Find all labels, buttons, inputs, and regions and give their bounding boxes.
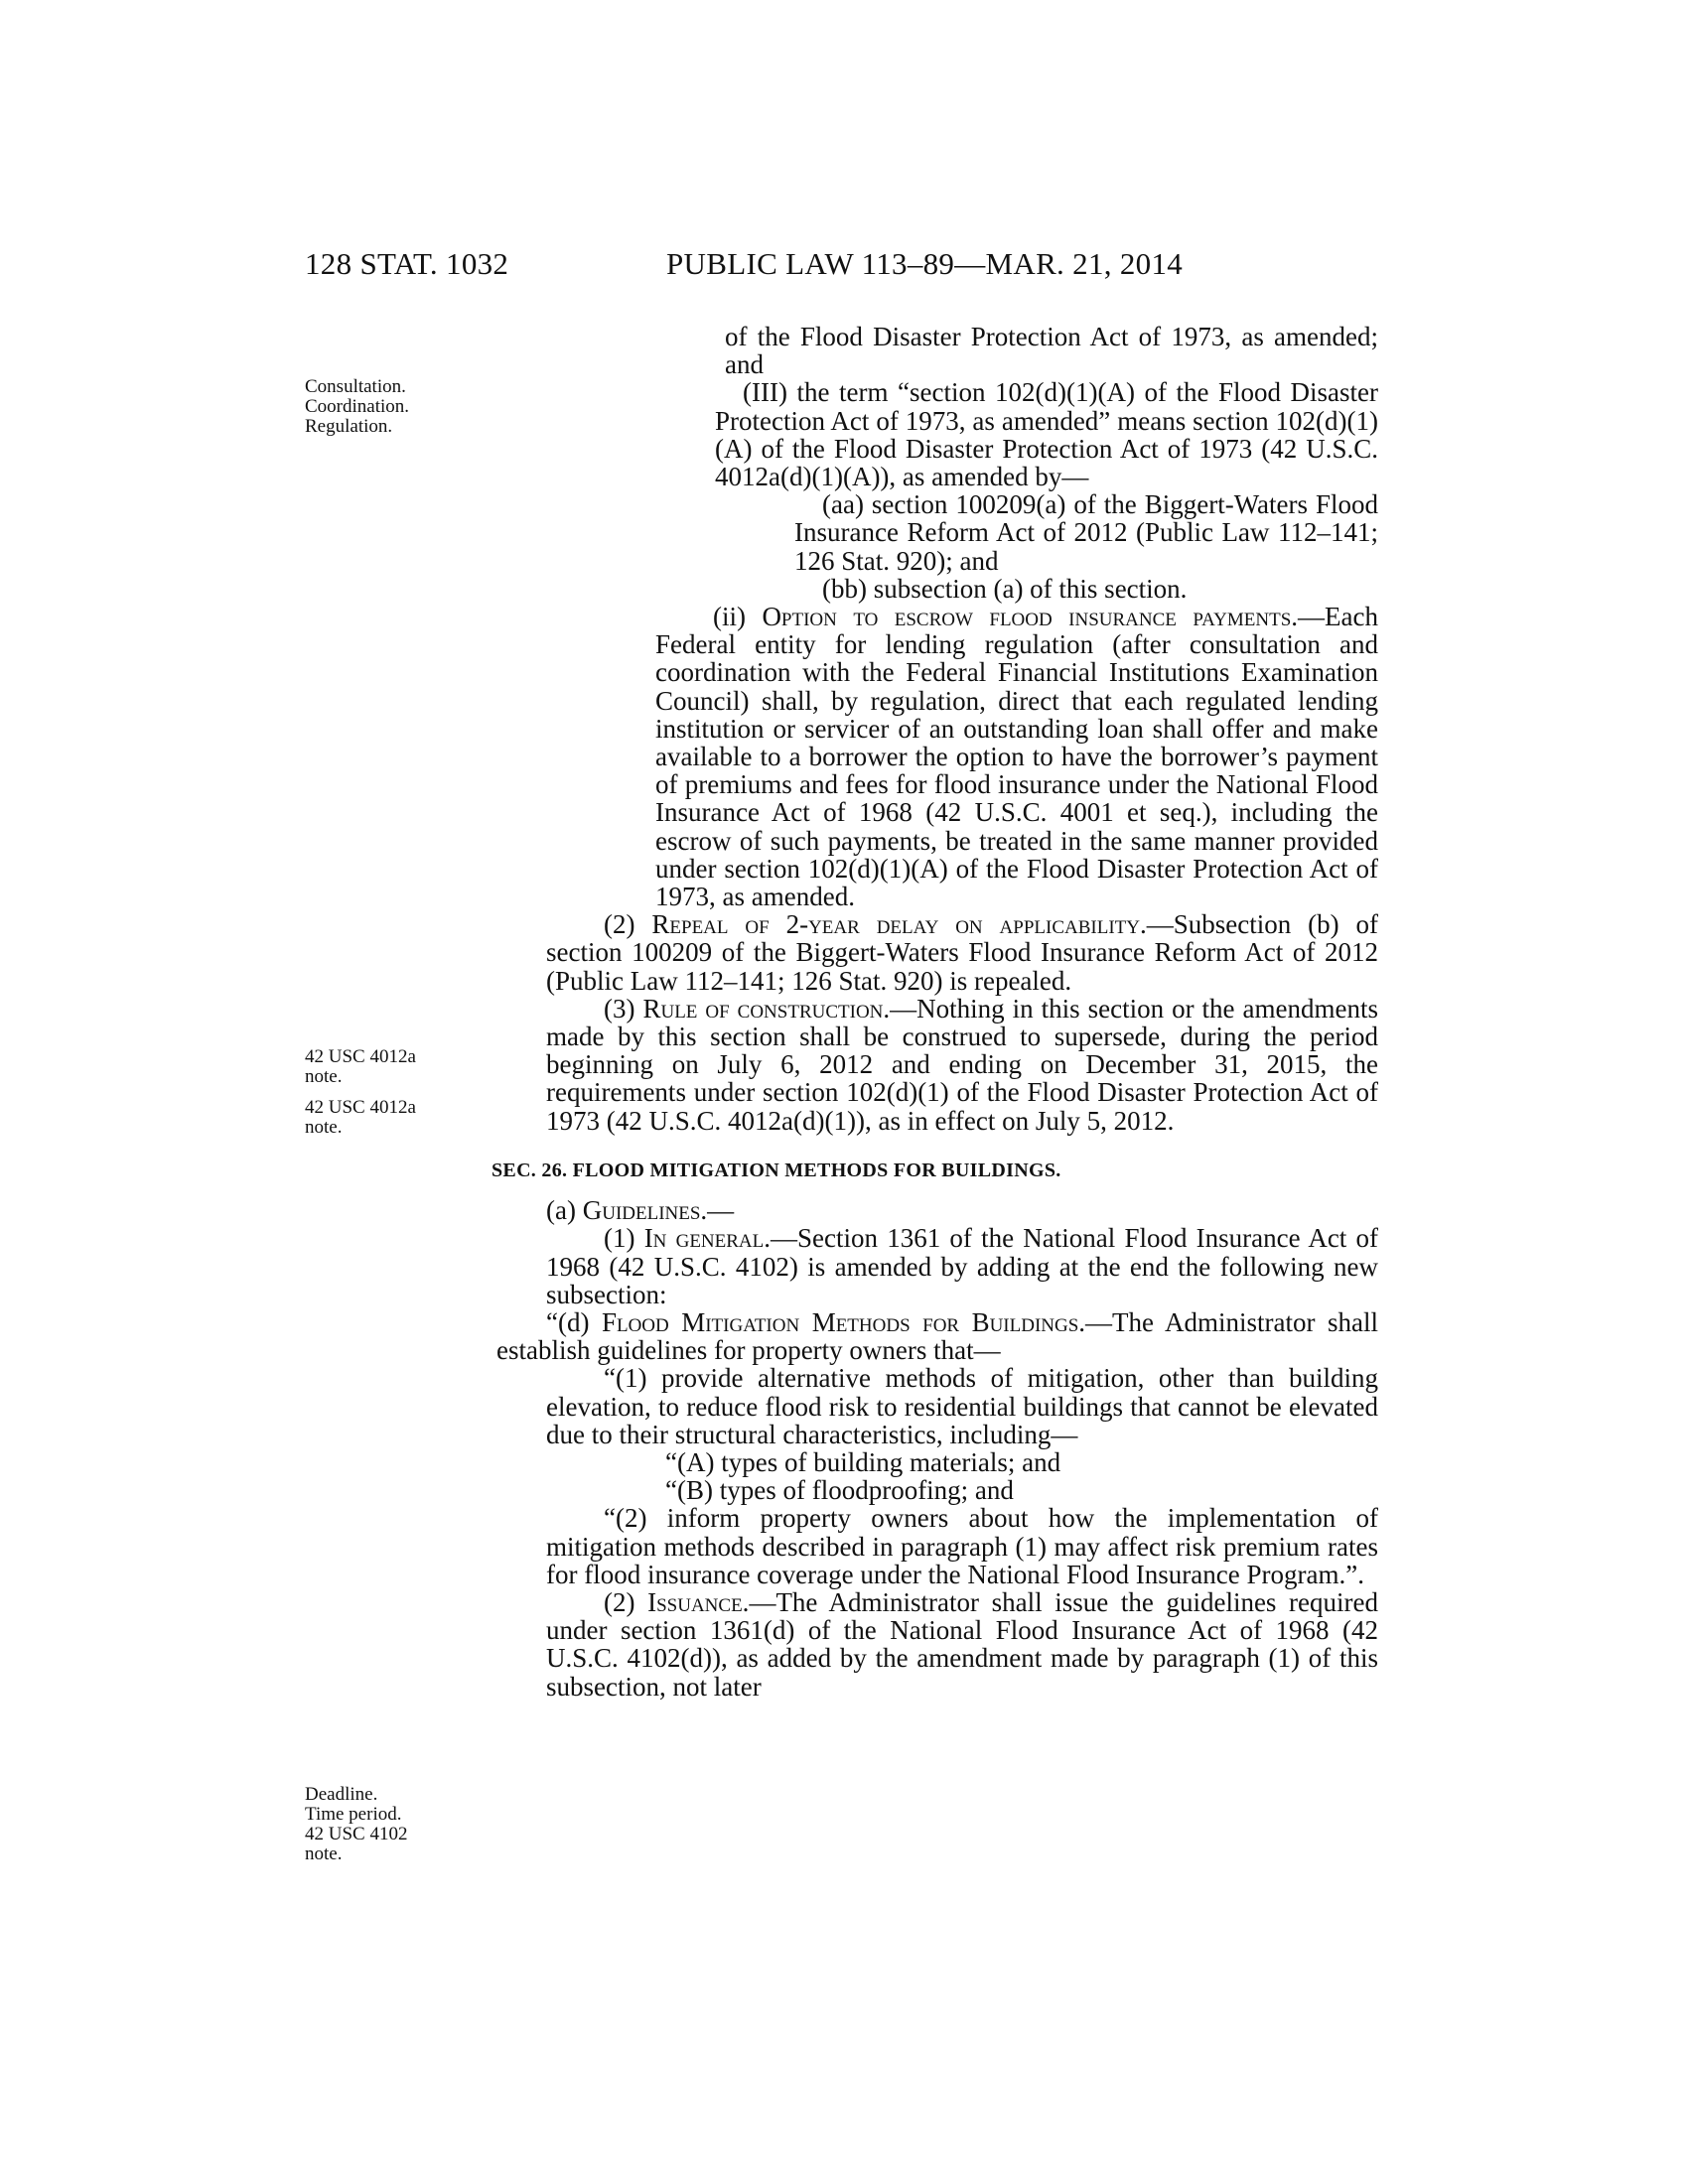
margin-note-deadline (305, 1785, 454, 1864)
margin-note-consultation (305, 377, 454, 437)
paragraph-quoted-a: “(A) types of building materials; and (665, 1446, 1061, 1477)
paragraph-body: — (707, 1195, 735, 1226)
margin-note-line: note. (305, 1117, 343, 1138)
paragraph-number: (a) (546, 1195, 583, 1226)
margin-note-line: 42 USC 4012a (305, 1046, 416, 1067)
paragraph-clause-ii (655, 603, 1378, 910)
margin-note-line: Coordination. (305, 396, 410, 417)
margin-note-usc-2 (305, 1098, 454, 1138)
paragraph-body: —Subsection (b) of section 100209 of the Biggert-Waters Flood Insurance Reform Act of 2012 (Public Law 112–141; 126 Stat. 920) is repealed. (546, 909, 1379, 996)
paragraph-number: “(d) (546, 1306, 602, 1337)
paragraph-number: (2) (604, 909, 652, 940)
paragraph-2-issuance (546, 1588, 1378, 1701)
paragraph-body: —Section 1361 of the National Flood Insurance Act of 1968 (42 U.S.C. 4102) is amended by adding at the end the following new subsection: (546, 1223, 1378, 1309)
margin-note-line: note. (305, 1843, 343, 1864)
paragraph-number: (ii) (713, 602, 763, 632)
paragraph-number: (1) (604, 1223, 644, 1254)
paragraph-subclause-iii: (III) the term “section 102(d)(1)(A) of the Flood Disaster Protection Act of 1973, as amended” means section 102(d)(1)(A) of the Flood Disaster Protection Act of 1973 (42 U.S.C. 4012a(d)(1)(A)), as amended by— (715, 377, 1378, 492)
margin-note-line: 42 USC 4102 (305, 1824, 408, 1844)
paragraph-heading: Option to escrow flood insurance payments. (762, 602, 1299, 632)
margin-note-line: note. (305, 1066, 343, 1087)
paragraph-1-general (546, 1224, 1378, 1308)
page-reference: 128 STAT. 1032 (305, 246, 509, 281)
paragraph-body: —Nothing in this section or the amendments made by this section shall be construed to supersede, during the period beginning on July 6, 2012 and ending on December 31, 2015, the requirements under section 102(d)(1) of the Flood Disaster Protection Act of 1973 (42 U.S.C. 4012a(d)(1)), as in effect on July 5, 2012. (546, 993, 1378, 1136)
paragraph-heading: Rule of construction. (642, 993, 891, 1024)
paragraph-heading: Guidelines. (582, 1195, 708, 1226)
law-reference: PUBLIC LAW 113–89—MAR. 21, 2014 (666, 246, 1184, 281)
paragraph-body: —The Administrator shall issue the guidelines required under section 1361(d) of the National Flood Insurance Act of 1968 (42 U.S.C. 4102(d)), as added by the amendment made by paragraph (1) of this subsection, not later (546, 1586, 1378, 1702)
paragraph-heading: In general. (643, 1223, 772, 1254)
margin-note-line: Consultation. (305, 376, 406, 397)
paragraph-number: (2) (604, 1586, 648, 1617)
section-heading: SEC. 26. FLOOD MITIGATION METHODS FOR BUILDINGS. (492, 1159, 1061, 1181)
paragraph-heading: Issuance. (647, 1586, 750, 1617)
paragraph-2-repeal (546, 910, 1378, 995)
paragraph-3-rule (546, 995, 1378, 1135)
paragraph-number: (3) (604, 993, 643, 1024)
paragraph-heading: Repeal of 2-year delay on applicability. (651, 909, 1147, 940)
margin-note-line: 42 USC 4012a (305, 1097, 416, 1118)
paragraph-item-aa: (aa) section 100209(a) of the Biggert-Waters Flood Insurance Reform Act of 2012 (Public Law 112–141; 126 Stat. 920); and (794, 489, 1378, 576)
paragraph-quoted-2: “(2) inform property owners about how the implementation of mitigation methods described in paragraph (1) may affect risk premium rates for flood insurance coverage under the National Flood Insurance Program.”. (546, 1503, 1378, 1589)
statute-text (492, 322, 1379, 1702)
margin-note-line: Regulation. (305, 416, 393, 437)
paragraph-d-flood-mitigation (496, 1308, 1378, 1364)
margin-note-line: Time period. (305, 1804, 402, 1825)
paragraph-quoted-1: “(1) provide alternative methods of mitigation, other than building elevation, to reduce flood risk to residential buildings that cannot be elevated due to their structural characteristics, including— (546, 1363, 1378, 1449)
paragraph-item-bb: (bb) subsection (a) of this section. (822, 573, 1188, 604)
paragraph-body: —Each Federal entity for lending regulation (after consultation and coordination with the Federal Financial Institutions Examination Council) shall, by regulation, direct that each regulated lending institution or servicer of an outstanding loan shall offer and make available to a borrower the option to have the borrower’s payment of premiums and fees for flood insurance under the National Flood Insurance Act of 1968 (42 U.S.C. 4001 et seq.), including the escrow of such payments, be treated in the same manner provided under section 102(d)(1)(A) of the Flood Disaster Protection Act of 1973, as amended. (655, 602, 1378, 912)
paragraph-heading: Flood Mitigation Methods for Buildings. (601, 1306, 1086, 1337)
paragraph-a-guidelines (546, 1196, 1378, 1224)
paragraph-quoted-b: “(B) types of floodproofing; and (665, 1475, 1014, 1506)
paragraph-body: —The Administrator shall establish guidelines for property owners that— (496, 1306, 1378, 1366)
paragraph: of the Flood Disaster Protection Act of 1973, as amended; and (725, 322, 1378, 380)
margin-note-line: Deadline. (305, 1784, 378, 1805)
margin-note-usc-1 (305, 1047, 454, 1087)
